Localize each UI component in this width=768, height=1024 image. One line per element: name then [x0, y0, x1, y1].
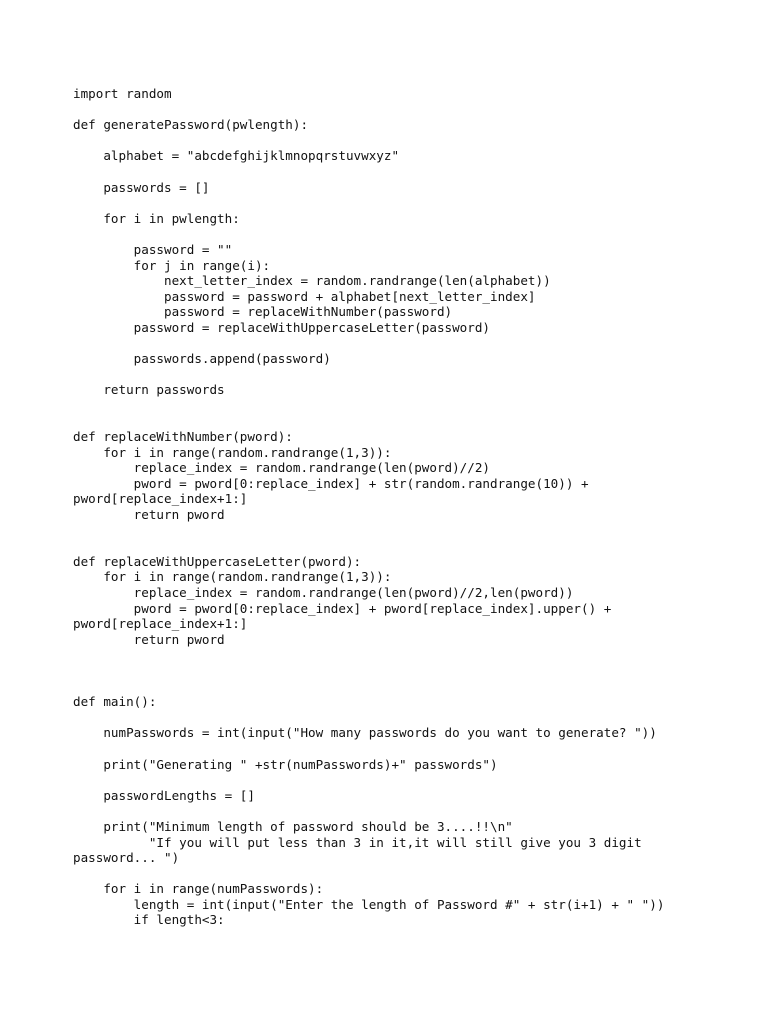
code-line: for j in range(i): [73, 257, 271, 273]
code-line: pword[replace_index+1:] [73, 491, 248, 507]
code-line: length = int(input("Enter the length of Password #" + str(i+1) + " ")) [73, 896, 665, 912]
code-line: password = replaceWithNumber(password) [73, 304, 453, 320]
code-line [73, 679, 693, 695]
code-line [73, 538, 693, 554]
code-line: print("Generating " +str(numPasswords)+" passwords") [73, 756, 498, 772]
code-line: replace_index = random.randrange(len(pword)//2,len(pword)) [73, 585, 574, 600]
code-listing [73, 86, 693, 928]
code-line: replace_index = random.randrange(len(pword)//2) [73, 460, 491, 476]
code-line: print("Minimum length of password should be 3....!!\n" [73, 818, 513, 834]
code-line: if length<3: [73, 912, 225, 928]
code-line: def replaceWithNumber(pword): [73, 429, 293, 445]
code-line [73, 413, 693, 429]
code-line: pword[replace_index+1:] [73, 616, 248, 632]
code-line: password = "" [73, 241, 233, 257]
code-line: passwords = [] [73, 179, 210, 195]
code-line [73, 164, 693, 180]
code-line: "If you will put less than 3 in it,it will still give you 3 digit [73, 834, 642, 850]
code-line: def generatePassword(pwlength): [73, 117, 309, 133]
code-line: password = password + alphabet[next_letter_index] [73, 288, 536, 304]
code-line [73, 523, 693, 539]
code-line: def main(): [73, 694, 157, 710]
code-line [73, 102, 693, 118]
code-line: passwordLengths = [] [73, 787, 255, 803]
code-line [73, 710, 693, 726]
code-line: def replaceWithUppercaseLetter(pword): [73, 553, 362, 569]
code-line: return pword [73, 507, 225, 523]
code-line: for i in range(random.randrange(1,3)): [73, 444, 392, 460]
code-line: passwords.append(password) [73, 351, 331, 367]
code-line [73, 226, 693, 242]
code-line: numPasswords = int(input("How many passwords do you want to generate? ")) [73, 725, 657, 741]
code-line: pword = pword[0:replace_index] + str(random.randrange(10)) + [73, 475, 589, 491]
code-line [73, 336, 693, 352]
code-line: for i in range(numPasswords): [73, 881, 324, 897]
code-line: return pword [73, 631, 225, 647]
code-line [73, 367, 693, 383]
code-line: return passwords [73, 382, 225, 398]
code-line: next_letter_index = random.randrange(len(alphabet)) [73, 273, 551, 289]
code-line [73, 133, 693, 149]
code-line: password... ") [73, 850, 180, 866]
code-line: for i in range(random.randrange(1,3)): [73, 569, 392, 585]
code-line [73, 647, 693, 663]
code-line [73, 741, 693, 757]
code-line: pword = pword[0:replace_index] + pword[replace_index].upper() + [73, 600, 612, 616]
code-line [73, 398, 693, 414]
code-line: password = replaceWithUppercaseLetter(password) [73, 319, 491, 335]
code-line: alphabet = "abcdefghijklmnopqrstuvwxyz" [73, 148, 400, 164]
code-line [73, 772, 693, 788]
code-line [73, 195, 693, 211]
code-line: import random [73, 86, 172, 101]
code-line [73, 866, 693, 882]
code-line [73, 803, 693, 819]
code-line: for i in pwlength: [73, 210, 240, 226]
code-line [73, 663, 693, 679]
